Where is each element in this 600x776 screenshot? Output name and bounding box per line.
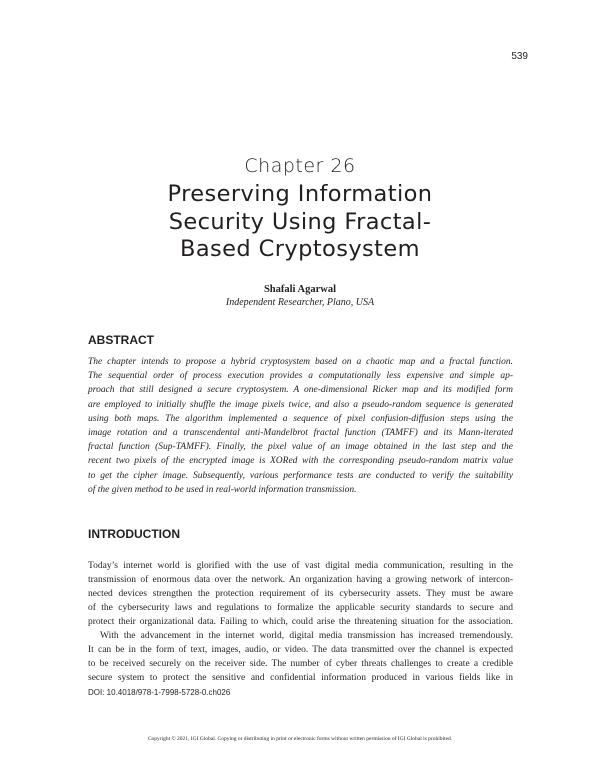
abstract-line: recent two pixels of the encrypted image is XORed with the corresponding pseudo-random matrix value bbox=[88, 456, 513, 467]
body-line: nected devices strengthen the protection requirement of its cybersecurity assets. They must be aware bbox=[88, 589, 513, 599]
author-name: Shafali Agarwal bbox=[263, 284, 337, 295]
body-line: Today’s internet world is glorified with the use of vast digital media communication, resulting in the bbox=[88, 561, 513, 571]
body-line: to be received securely on the receiver side. The number of cyber threats challenges to create a credible bbox=[88, 659, 513, 669]
chapter-title bbox=[0, 181, 600, 264]
body-line: secure system to protect the sensitive and confidential information produced in various fields like in bbox=[88, 673, 513, 683]
abstract-line: fractal function (Sup-TAMFF). Finally, the pixel value of an image obtained in the last step and the bbox=[88, 442, 513, 453]
abstract-line: to get the cipher image. Subsequently, various performance tests are conducted to verify the suitability bbox=[88, 470, 513, 481]
abstract-line: using both maps. The algorithm implemented a sequence of pixel confusion-diffusion steps using the bbox=[88, 413, 513, 424]
abstract-line: The sequential order of process execution provides a computationally less expensive and simple ap- bbox=[88, 371, 513, 382]
abstract-line: are employed to initially shuffle the image pixels twice, and also a pseudo-random sequence is generated bbox=[88, 399, 513, 410]
body-line: transmission of enormous data over the network. An organization having a growing network of intercon- bbox=[88, 575, 513, 585]
author-affiliation: Independent Researcher, Plano, USA bbox=[225, 297, 375, 308]
body-line: protect their organizational data. Failing to which, could arise the threatening situation for the association. bbox=[88, 617, 513, 627]
abstract-line: image rotation and a transcendental anti-Mandelbrot fractal function (TAMFF) and its Mann-iterated bbox=[88, 428, 513, 439]
abstract-heading: ABSTRACT bbox=[88, 333, 154, 347]
body-line: It can be in the form of text, images, audio, or video. The data transmitted over the channel is expected bbox=[88, 645, 513, 655]
introduction-body bbox=[88, 559, 513, 685]
chapter-label: Chapter 26 bbox=[244, 155, 356, 177]
title-line: Security Using Fractal- bbox=[168, 208, 432, 235]
abstract-line: proach that still designed a secure cryptosystem. A one-dimensional Ricker map and its modified form bbox=[88, 385, 513, 396]
title-line: Based Cryptosystem bbox=[180, 236, 420, 262]
page-number: 539 bbox=[511, 51, 528, 62]
title-line: Preserving Information bbox=[167, 181, 433, 207]
copyright-notice: Copyright © 2021, IGI Global. Copying or distributing in print or electronic forms without written permission of IGI Global is prohibited. bbox=[147, 736, 453, 742]
abstract-line: The chapter intends to propose a hybrid cryptosystem based on a chaotic map and a fractal function. bbox=[88, 357, 513, 367]
doi-reference: DOI: 10.4018/978-1-7998-5728-0.ch026 bbox=[88, 688, 231, 697]
body-line: of the cybersecurity laws and regulations to formalize the applicable security standards to secure and bbox=[88, 603, 513, 613]
abstract-body bbox=[88, 355, 513, 497]
body-line: With the advancement in the internet world, digital media transmission has increased tremendously. bbox=[100, 631, 513, 641]
abstract-line: of the given method to be used in real-world information transmission. bbox=[88, 484, 357, 495]
introduction-heading: INTRODUCTION bbox=[88, 527, 180, 541]
